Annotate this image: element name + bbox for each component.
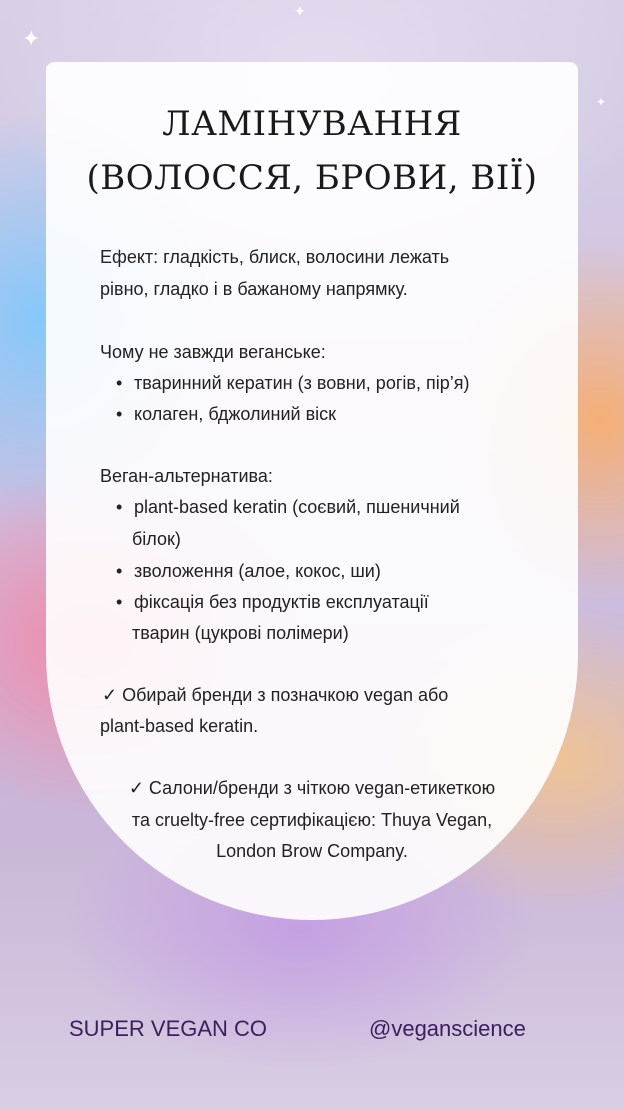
list-item	[116, 561, 381, 582]
list-item-continuation: тварин (цукрові полімери)	[132, 623, 349, 643]
tip-2-line-1: ✓ Салони/бренди з чіткою vegan-етикеткою	[128, 778, 496, 798]
tip-2-line-3: London Brow Company.	[216, 841, 408, 861]
bullet-icon: •	[116, 592, 123, 612]
list-item	[116, 592, 429, 613]
list-item-text: зволоження (алое, кокос, ши)	[134, 561, 381, 581]
list-item	[116, 404, 336, 425]
page-title-line-1: ЛАМІНУВАННЯ	[162, 104, 462, 144]
tip-2-line-2: та cruelty-free сертифікацією: Thuya Vegan,	[131, 810, 493, 830]
list-item	[116, 373, 469, 394]
brand-name: SUPER VEGAN CO	[69, 1016, 268, 1041]
list-item-text: колаген, бджолиний віск	[134, 404, 337, 424]
bullet-icon: •	[116, 561, 123, 581]
tip-1-line-2: plant-based keratin.	[100, 716, 259, 736]
bullet-icon: •	[116, 404, 123, 424]
tip-1-line-1: ✓ Обирай бренди з позначкою vegan або	[102, 685, 449, 705]
effect-text-line-2: рівно, гладко і в бажаному напрямку.	[100, 279, 408, 299]
sparkle-icon: ✦	[22, 26, 41, 51]
list-item-text: тваринний кератин (з вовни, рогів, пір’я)	[134, 373, 470, 393]
bullet-icon: •	[116, 497, 123, 517]
list-item-text: фіксація без продуктів експлуатації	[134, 592, 429, 612]
sparkle-icon: ✦	[596, 95, 607, 109]
list-item	[116, 497, 460, 518]
social-handle: @veganscience	[369, 1016, 526, 1041]
page-title-line-2: (ВОЛОССЯ, БРОВИ, ВІЇ)	[86, 158, 538, 198]
not-vegan-heading: Чому не завжди веганське:	[100, 342, 326, 362]
alternative-heading: Веган-альтернатива:	[100, 466, 273, 486]
list-item-continuation: білок)	[132, 529, 181, 549]
sparkle-icon: ✦	[294, 3, 306, 19]
bullet-icon: •	[116, 373, 123, 393]
list-item-text: plant-based keratin (соєвий, пшеничний	[134, 497, 460, 517]
effect-text-line-1: Ефект: гладкість, блиск, волосини лежать	[100, 247, 450, 267]
